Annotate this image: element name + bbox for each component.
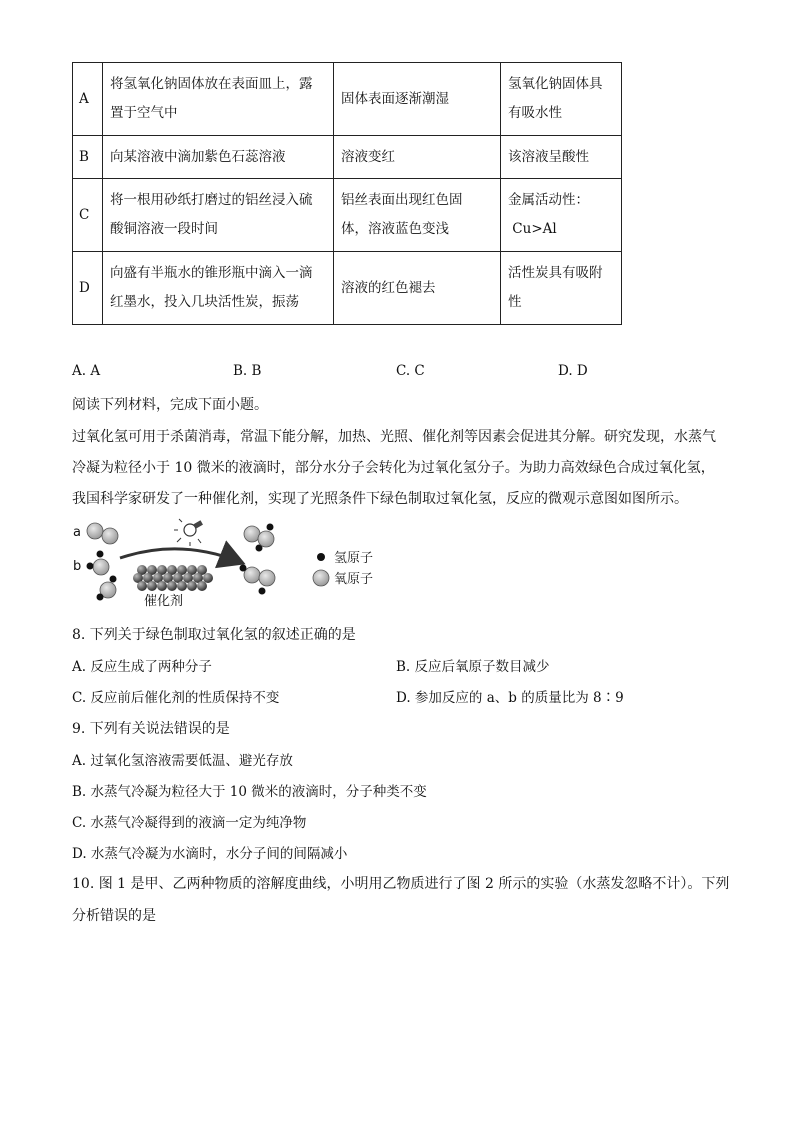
passage-line: 过氧化氢可用于杀菌消毒，常温下能分解，加热、光照、催化剂等因素会促进其分解。研究发现，水蒸气: [72, 429, 716, 445]
q8-choice-b[interactable]: B. 反应后氧原子数目减少: [396, 659, 550, 675]
operation-cell: 将氢氧化钠固体放在表面皿上，露 置于空气中: [103, 63, 334, 136]
label-b: b: [73, 559, 82, 574]
table-row: [73, 179, 622, 252]
molecule-b: [87, 551, 117, 601]
q9-choice-d[interactable]: D. 水蒸气冷凝为水滴时，水分子间的间隔减小: [72, 846, 348, 862]
q8-choice-c[interactable]: C. 反应前后催化剂的性质保持不变: [72, 690, 280, 706]
q9-choice-a[interactable]: A. 过氧化氢溶液需要低温、避光存放: [72, 753, 293, 769]
legend-oxygen: 氧原子: [334, 572, 374, 587]
phenomenon-cell: 溶液的红色褪去: [334, 252, 501, 325]
legend-oxygen-marker: [313, 570, 329, 586]
reaction-arrow: [120, 549, 240, 562]
q8-stem: 8. 下列关于绿色制取过氧化氢的叙述正确的是: [72, 627, 356, 643]
catalyst-label: 催化剂: [144, 594, 184, 609]
option-cell: D: [73, 252, 103, 325]
q7-choice-a[interactable]: A. A: [72, 363, 101, 379]
phenomenon-cell: 固体表面逐渐潮湿: [334, 63, 501, 136]
conclusion-cell: 金属活动性： Cu>Al: [501, 179, 622, 252]
table-row: [73, 63, 622, 136]
experiment-table: [72, 62, 622, 325]
legend-hydrogen: 氢原子: [334, 551, 374, 566]
q10-stem-line1: 10. 图 1 是甲、乙两种物质的溶解度曲线，小明用乙物质进行了图 2 所示的实验（水蒸发忽略不计）。下列: [72, 876, 730, 892]
option-cell: B: [73, 136, 103, 179]
operation-cell: 将一根用砂纸打磨过的铝丝浸入硫 酸铜溶液一段时间: [103, 179, 334, 252]
q9-choice-b[interactable]: B. 水蒸气冷凝为粒径大于 10 微米的液滴时，分子种类不变: [72, 784, 427, 800]
conclusion-cell: 该溶液呈酸性: [501, 136, 622, 179]
q7-choice-c[interactable]: C. C: [396, 363, 425, 379]
product-molecule-2: [240, 565, 276, 595]
phenomenon-cell: 溶液变红: [334, 136, 501, 179]
operation-cell: 向某溶液中滴加紫色石蕊溶液: [103, 136, 334, 179]
phenomenon-cell: 铝丝表面出现红色固 体，溶液蓝色变浅: [334, 179, 501, 252]
option-cell: A: [73, 63, 103, 136]
q8-choice-d[interactable]: D. 参加反应的 a、b 的质量比为 8∶9: [396, 690, 624, 706]
q7-choice-d[interactable]: D. D: [558, 363, 588, 379]
passage-line: 冷凝为粒径小于 10 微米的液滴时，部分水分子会转化为过氧化氢分子。为助力高效绿色合成过氧化氢，: [72, 460, 715, 476]
q9-choice-c[interactable]: C. 水蒸气冷凝得到的液滴一定为纯净物: [72, 815, 307, 831]
conclusion-cell: 活性炭具有吸附 性: [501, 252, 622, 325]
passage-line: 我国科学家研发了一种催化剂，实现了光照条件下绿色制取过氧化氢，反应的微观示意图如图所示。: [72, 491, 688, 507]
q10-stem-line2: 分析错误的是: [72, 908, 156, 924]
q7-choice-b[interactable]: B. B: [233, 363, 262, 379]
passage-intro: 阅读下列材料，完成下面小题。: [72, 397, 268, 413]
molecule-a: [87, 523, 118, 544]
table-row: [73, 252, 622, 325]
legend-hydrogen-marker: [317, 553, 325, 561]
q8-choice-a[interactable]: A. 反应生成了两种分子: [72, 659, 212, 675]
table-row: [73, 136, 622, 179]
product-molecule-1: [244, 524, 274, 552]
conclusion-cell: 氢氧化钠固体具 有吸水性: [501, 63, 622, 136]
catalyst-particles: [133, 565, 213, 591]
option-cell: C: [73, 179, 103, 252]
label-a: a: [73, 525, 81, 540]
reaction-micro-diagram: [70, 518, 400, 610]
q9-stem: 9. 下列有关说法错误的是: [72, 721, 230, 737]
operation-cell: 向盛有半瓶水的锥形瓶中滴入一滴 红墨水，投入几块活性炭，振荡: [103, 252, 334, 325]
light-bulb-icon: [174, 519, 203, 546]
